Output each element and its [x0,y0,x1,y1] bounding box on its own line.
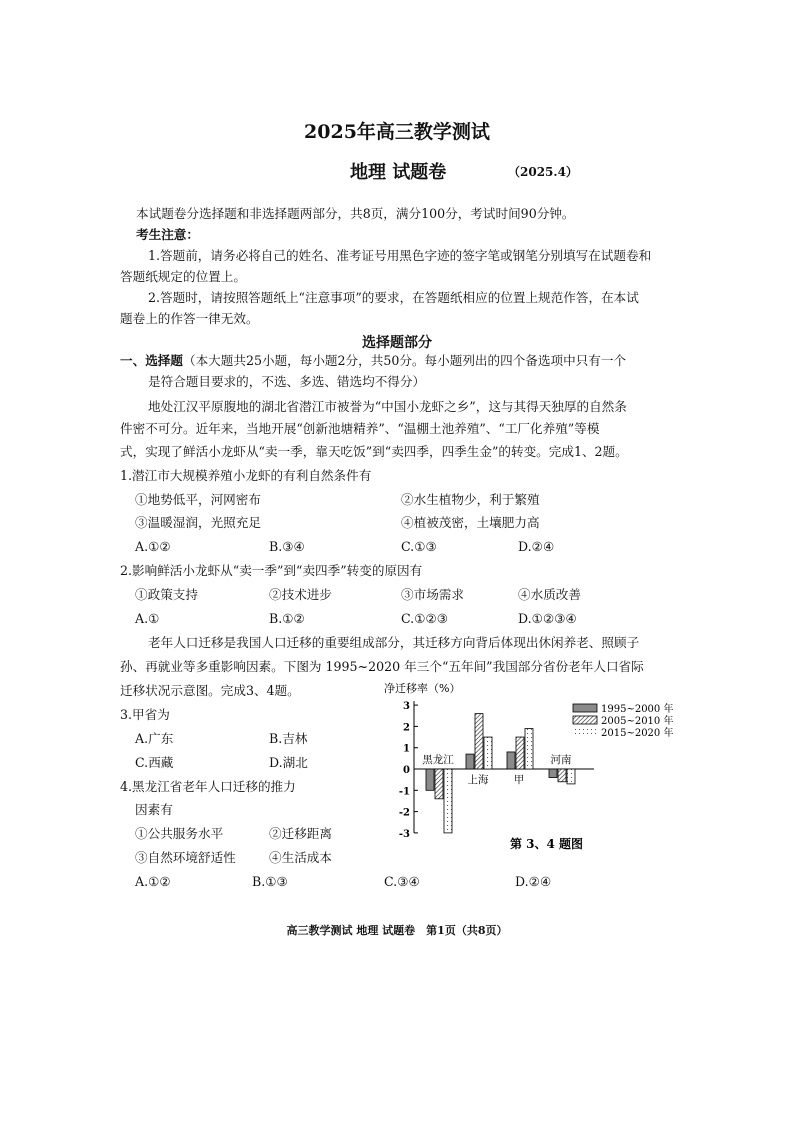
migration-chart [370,680,680,855]
page-title: 2025年高三教学测试 [304,121,490,143]
notice-1b: 答题纸规定的位置上。 [120,269,246,284]
q4-option-b: B.①③ [252,874,288,889]
passage1-line1: 地处江汉平原腹地的湖北省潜江市被誉为“中国小龙虾之乡”，这与其得天独厚的自然条 [148,399,627,414]
bar-1-2 [484,737,492,769]
q3-option-d: D.湖北 [269,755,308,770]
bar-0-0 [426,769,434,790]
q4-option-a: A.①② [135,874,171,889]
page-subtitle: 地理 试题卷 [350,162,447,183]
bar-0-1 [435,769,443,799]
legend-label: 2005~2010 年 [601,716,674,727]
passage1-line2: 件密不可分。近年来，当地开展“创新池塘精养”、“温棚土池养殖”、“工厂化养殖”等模 [120,421,600,436]
bar-3-1 [558,769,566,782]
q2-option-c: C.①②③ [401,611,449,626]
q1-statement-3: ③温暖湿润，光照充足 [135,515,261,530]
q2-stem: 2.影响鲜活小龙虾从“卖一季”到“卖四季”转变的原因有 [120,563,423,578]
q4-option-d: D.②④ [515,874,552,889]
q2-statement-4: ④水质改善 [518,587,581,602]
legend-swatch [573,716,597,724]
q4-statement-3: ③自然环境舒适性 [135,850,236,865]
q4-statement-1: ①公共服务水平 [135,826,224,841]
y-tick-label: 2 [403,722,410,734]
legend-label: 2015~2020 年 [601,728,674,739]
section-heading-text: （本大题共25小题，每小题2分，共50分。每小题列出的四个备选项中只有一个 [182,353,627,368]
passage2-line3: 迁移状况示意图。完成3、4题。 [120,683,300,698]
bar-0-2 [444,769,452,833]
notice-title: 考生注意： [136,227,199,242]
category-label: 河南 [550,754,572,766]
bar-1-0 [466,754,474,769]
q3-option-b: B.吉林 [269,731,308,746]
y-axis-label: 净迁移率（%） [384,682,461,695]
bar-3-0 [549,769,557,778]
q1-option-b: B.③④ [269,539,305,554]
section-heading-cont: 是符合题目要求的，不选、多选、错选均不得分） [148,374,426,389]
q4-option-c: C.③④ [384,874,420,889]
chart-caption: 第 3、4 题图 [510,837,584,851]
notice-1a: 1.答题前，请务必将自己的姓名、准考证号用黑色字迹的签字笔或钢笔分别填写在试题卷和 [148,248,652,263]
y-tick-label: 0 [403,765,410,776]
legend-label: 1995~2000 年 [601,704,674,715]
q1-statement-4: ④植被茂密，土壤肥力高 [401,515,540,530]
category-label: 上海 [467,774,489,786]
q4-statement-4: ④生活成本 [269,850,332,865]
section-heading [120,354,626,367]
q2-option-b: B.①② [269,611,305,626]
passage2-line2: 孙、再就业等多重影响因素。下图为 1995~2020 年三个“五年间”我国部分省份老年人口省际 [120,659,644,674]
y-tick-label: -1 [398,786,410,798]
q1-option-c: C.①③ [401,539,437,554]
q1-statement-1: ①地势低平，河网密布 [135,492,261,507]
q2-statement-3: ③市场需求 [401,587,464,602]
legend-swatch [573,728,597,736]
bar-3-2 [567,769,575,784]
q4-stem-cont: 因素有 [135,802,173,817]
exam-date: （2025.4） [508,165,578,179]
category-label: 甲 [513,774,525,786]
section-title: 选择题部分 [362,335,432,351]
q2-statement-2: ②技术进步 [269,587,332,602]
notice-2a: 2.答题时，请按照答题纸上“注意事项”的要求，在答题纸相应的位置上规范作答，在本试 [148,290,639,305]
bar-2-0 [507,752,515,769]
q2-option-d: D.①②③④ [518,611,577,626]
intro-line: 本试题卷分选择题和非选择题两部分，共8页，满分100分，考试时间90分钟。 [136,206,575,221]
q3-stem: 3.甲省为 [120,707,170,722]
passage1-line3: 式，实现了鲜活小龙虾从“卖一季，靠天吃饭”到“卖四季，四季生金”的转变。完成1、2题。 [120,444,628,459]
y-tick-label: -2 [398,807,410,819]
bar-2-2 [525,729,533,769]
q3-option-a: A.广东 [135,731,174,746]
q1-option-d: D.②④ [518,539,555,554]
q4-statement-2: ②迁移距离 [269,826,332,841]
q3-option-c: C.西藏 [135,755,174,770]
legend-swatch [573,704,597,712]
q1-statement-2: ②水生植物少，利于繁殖 [401,492,540,507]
category-label: 黑龙江 [422,754,454,766]
passage2-line1: 老年人口迁移是我国人口迁移的重要组成部分，其迁移方向背后体现出休闲养老、照顾子 [148,635,640,650]
bar-1-1 [475,714,483,769]
page-footer: 高三教学测试 地理 试题卷 第1页（共8页） [286,924,508,937]
y-tick-label: 3 [403,701,410,713]
q1-stem: 1.潜江市大规模养殖小龙虾的有利自然条件有 [120,468,372,483]
section-heading-label: 一、选择题 [120,353,183,368]
notice-2b: 题卷上的作答一律无效。 [120,311,259,326]
q2-statement-1: ①政策支持 [135,587,198,602]
bar-2-1 [516,737,524,769]
q2-option-a: A.① [135,611,160,626]
y-tick-label: -3 [398,828,410,840]
q1-option-a: A.①② [135,539,171,554]
y-tick-label: 1 [403,743,410,755]
q4-stem: 4.黑龙江省老年人口迁移的推力 [120,779,296,794]
